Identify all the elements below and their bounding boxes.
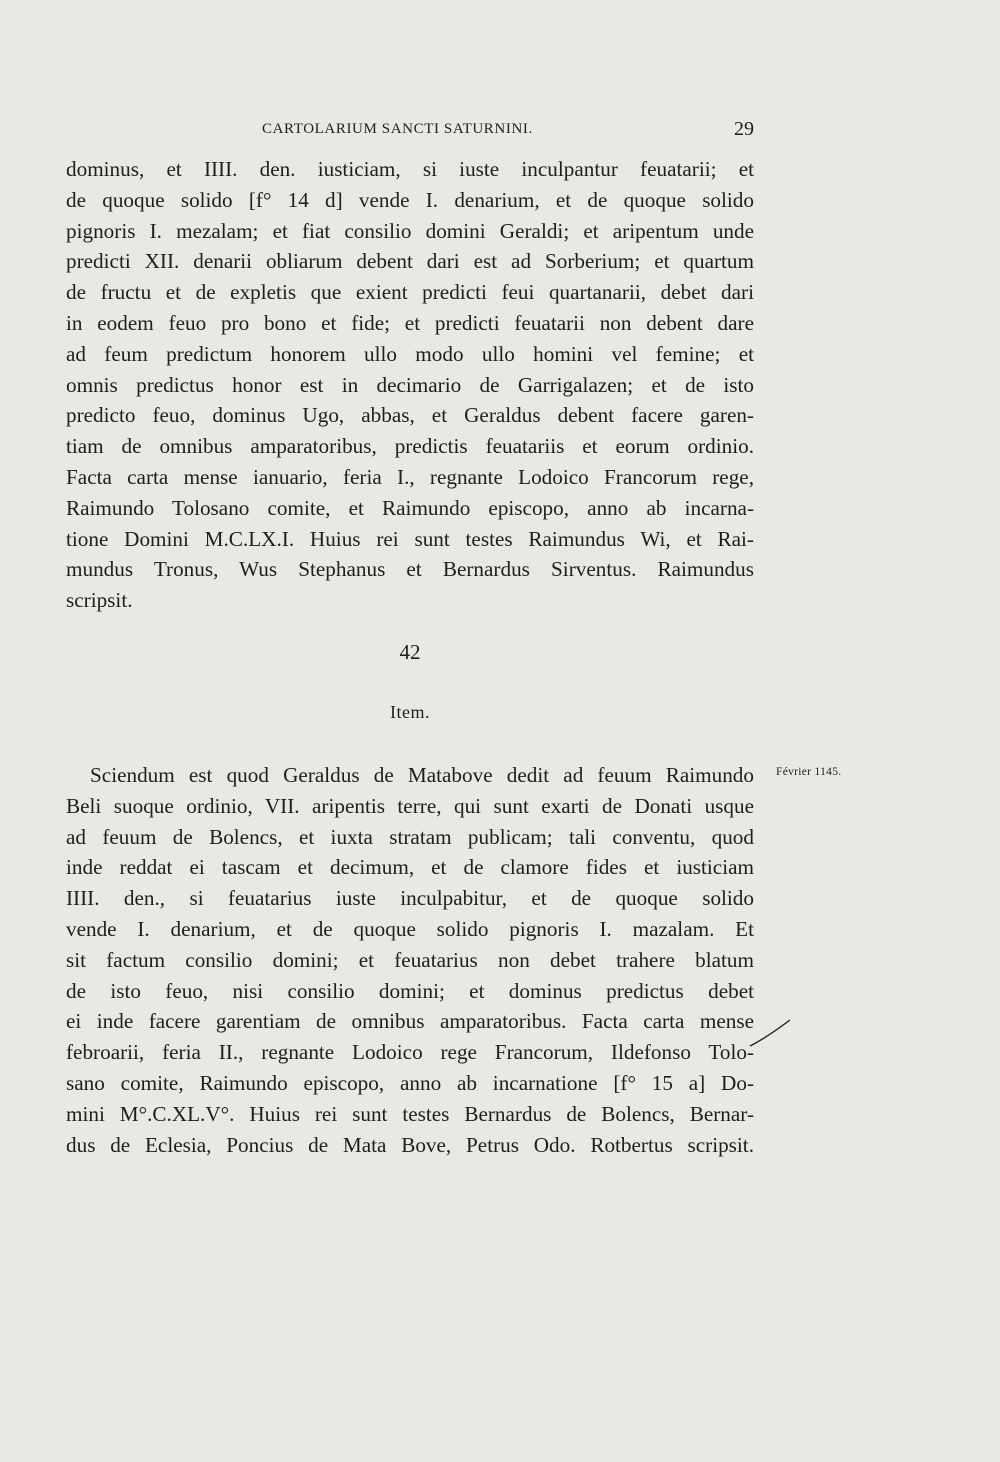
text-line: dus de Eclesia, Poncius de Mata Bove, Petrus Odo. Rotbertus scripsit.: [66, 1132, 754, 1157]
text-line: Beli suoque ordinio, VII. aripentis terre, qui sunt exarti de Donati usque: [66, 793, 754, 818]
text-line: predicto feuo, dominus Ugo, abbas, et Geraldus debent facere garen-: [66, 403, 754, 428]
text-line: Facta carta mense ianuario, feria I., regnante Lodoico Francorum rege,: [66, 464, 754, 489]
text-line: inde reddat ei tascam et decimum, et de clamore fides et iusticiam: [66, 855, 754, 880]
text-line: sano comite, Raimundo episcopo, anno ab incarnatione [f° 15 a] Do-: [66, 1070, 754, 1095]
text-line: Sciendum est quod Geraldus de Matabove dedit ad feuum Raimundo: [90, 763, 754, 787]
text-line: ad feum predictum honorem ullo modo ullo homini vel femine; et: [66, 341, 754, 366]
pen-stroke-mark: [748, 1018, 792, 1050]
charter-title: Item.: [390, 702, 430, 722]
text-line: in eodem feuo pro bono et fide; et predicti feuatarii non debent dare: [66, 310, 754, 335]
text-line: tione Domini M.C.LX.I. Huius rei sunt testes Raimundus Wi, et Rai-: [66, 526, 754, 551]
text-line: de quoque solido [f° 14 d] vende I. denarium, et de quoque solido: [66, 187, 754, 212]
text-line: mundus Tronus, Wus Stephanus et Bernardus Sirventus. Raimundus: [66, 557, 754, 582]
charter-42-text: [66, 760, 754, 1160]
margin-date: Février 1145.: [776, 766, 842, 778]
text-line: Raimundo Tolosano comite, et Raimundo episcopo, anno ab incarna-: [66, 495, 754, 520]
text-line: mini M°.C.XL.V°. Huius rei sunt testes Bernardus de Bolencs, Bernar-: [66, 1101, 754, 1126]
text-line: ei inde facere garentiam de omnibus amparatoribus. Facta carta mense: [66, 1009, 754, 1034]
charter-41-text: [66, 154, 754, 616]
text-line: de fructu et de expletis que exient predicti feui quartanarii, debet dari: [66, 280, 754, 305]
text-line: IIII. den., si feuatarius iuste inculpabitur, et de quoque solido: [66, 886, 754, 911]
text-line: dominus, et IIII. den. iusticiam, si iuste inculpantur feuatarii; et: [66, 157, 754, 181]
text-line: omnis predictus honor est in decimario de Garrigalazen; et de isto: [66, 372, 754, 397]
text-line: sit factum consilio domini; et feuatarius non debet trahere blatum: [66, 947, 754, 972]
charter-number: 42: [399, 640, 421, 664]
text-line: pignoris I. mezalam; et fiat consilio domini Geraldi; et aripentum unde: [66, 218, 754, 243]
text-line: scripsit.: [66, 588, 133, 613]
page-header: [66, 118, 754, 144]
text-line: tiam de omnibus amparatoribus, predictis feuatariis et eorum ordinio.: [66, 434, 754, 459]
text-line: febroarii, feria II., regnante Lodoico rege Francorum, Ildefonso Tolo-: [66, 1040, 754, 1065]
text-line: vende I. denarium, et de quoque solido pignoris I. mazalam. Et: [66, 916, 754, 941]
page-number: 29: [734, 118, 754, 140]
text-line: ad feuum de Bolencs, et iuxta stratam publicam; tali conventu, quod: [66, 824, 754, 849]
running-title: CARTOLARIUM SANCTI SATURNINI.: [262, 121, 533, 137]
text-line: de isto feuo, nisi consilio domini; et dominus predictus debet: [66, 978, 754, 1003]
text-line: predicti XII. denarii obliarum debent dari est ad Sorberium; et quartum: [66, 249, 754, 274]
